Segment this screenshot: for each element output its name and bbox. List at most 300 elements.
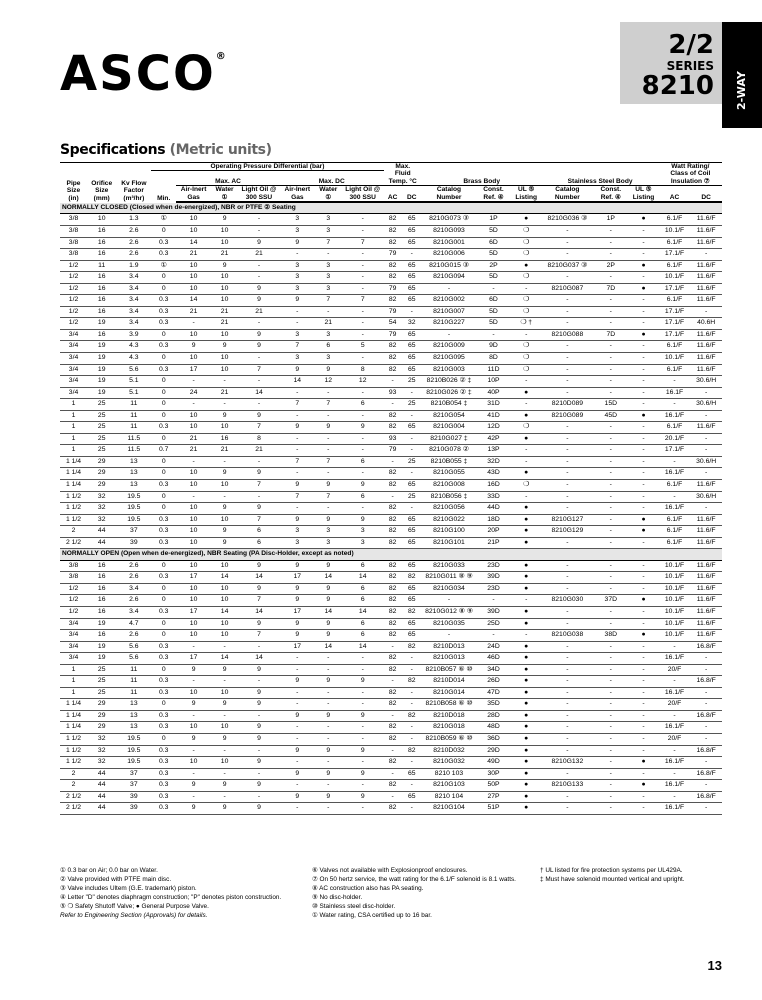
table-cell: 0 xyxy=(151,618,176,630)
table-cell: - xyxy=(541,710,593,722)
table-cell: - xyxy=(511,329,541,341)
table-cell: - xyxy=(659,399,691,411)
table-cell: 0 xyxy=(151,630,176,642)
table-cell: 0 xyxy=(151,329,176,341)
table-cell: 36D xyxy=(476,734,511,746)
table-cell: 9 xyxy=(280,791,315,803)
table-cell: 9 xyxy=(280,480,315,492)
table-cell: 3.4 xyxy=(116,583,151,595)
table-cell: - xyxy=(628,687,658,699)
section-tab xyxy=(722,22,762,128)
table-cell: ● xyxy=(511,803,541,815)
table-cell: - xyxy=(315,387,342,399)
table-cell: 0.3 xyxy=(151,514,176,526)
table-cell: 2.6 xyxy=(116,572,151,584)
table-cell: 6 xyxy=(342,583,384,595)
table-cell: 25 xyxy=(402,376,422,388)
table-cell: - xyxy=(541,491,593,503)
table-cell: 7 xyxy=(315,237,342,249)
table-cell: - xyxy=(690,410,722,422)
table-cell: 65 xyxy=(402,630,422,642)
table-cell: ● xyxy=(511,387,541,399)
table-cell: 8210G001 xyxy=(422,237,476,249)
table-cell: 29 xyxy=(87,468,116,480)
table-row xyxy=(60,768,722,780)
table-cell: 16.8/F xyxy=(690,768,722,780)
table-cell: 82 xyxy=(384,803,402,815)
table-cell: - xyxy=(593,468,628,480)
table-cell: 65 xyxy=(402,341,422,353)
table-row xyxy=(60,710,722,722)
table-cell: 9 xyxy=(280,768,315,780)
table-cell: 2.6 xyxy=(116,225,151,237)
table-cell: 9 xyxy=(238,503,280,515)
table-cell: - xyxy=(342,722,384,734)
table-cell: 16.1/F xyxy=(659,468,691,480)
table-cell: - xyxy=(541,641,593,653)
table-cell: - xyxy=(280,249,315,261)
table-cell: 10 xyxy=(176,618,211,630)
table-cell: 11 xyxy=(116,410,151,422)
table-cell: - xyxy=(402,664,422,676)
table-cell: 17.1/F xyxy=(659,249,691,261)
table-cell: 9 xyxy=(342,422,384,434)
table-cell: 8210G027 ‡ xyxy=(422,433,476,445)
table-cell: 37 xyxy=(116,768,151,780)
table-cell: - xyxy=(315,803,342,815)
table-cell: - xyxy=(315,664,342,676)
table-cell: - xyxy=(628,341,658,353)
table-cell: 3 xyxy=(280,260,315,272)
table-cell: 19 xyxy=(87,341,116,353)
table-cell: - xyxy=(593,745,628,757)
footnote: ⑦ On 50 hertz service, the watt rating for the 6.1/F solenoid is 8.1 watts. xyxy=(312,876,516,884)
table-cell: - xyxy=(690,803,722,815)
table-cell: 8210G133 xyxy=(541,780,593,792)
table-cell: 6 xyxy=(238,526,280,538)
table-cell: 13P xyxy=(476,445,511,457)
table-cell: ● xyxy=(511,468,541,480)
table-cell: 47D xyxy=(476,687,511,699)
table-cell: 3 xyxy=(315,352,342,364)
table-cell: 8210G073 ③ xyxy=(422,214,476,226)
table-cell: 11.5 xyxy=(116,433,151,445)
table-cell: 17 xyxy=(280,607,315,619)
table-cell: - xyxy=(659,456,691,468)
table-cell: 30.6/H xyxy=(690,399,722,411)
table-cell: 8210G008 xyxy=(422,480,476,492)
table-cell: - xyxy=(628,572,658,584)
table-cell: 46D xyxy=(476,653,511,665)
table-row xyxy=(60,225,722,237)
table-cell: 11.6/F xyxy=(690,214,722,226)
table-cell: 16 xyxy=(87,306,116,318)
table-cell: 3 xyxy=(315,329,342,341)
table-cell: 8210G004 xyxy=(422,422,476,434)
header-ss-catalog: Catalog Number xyxy=(541,186,593,202)
table-cell: - xyxy=(176,456,211,468)
table-cell: 20P xyxy=(476,526,511,538)
table-cell: - xyxy=(628,352,658,364)
table-cell: - xyxy=(280,318,315,330)
table-cell: 0 xyxy=(151,734,176,746)
table-cell: 8210G088 xyxy=(541,329,593,341)
table-cell: 49D xyxy=(476,757,511,769)
table-cell: - xyxy=(342,318,384,330)
table-cell: 0 xyxy=(151,433,176,445)
table-cell: 3/4 xyxy=(60,618,87,630)
table-cell: 16.1F xyxy=(659,387,691,399)
table-cell: 0.3 xyxy=(151,757,176,769)
table-cell: 14 xyxy=(315,572,342,584)
table-cell: 8210G037 ③ xyxy=(541,260,593,272)
table-cell: 19 xyxy=(87,653,116,665)
table-cell: - xyxy=(402,445,422,457)
table-row xyxy=(60,306,722,318)
table-cell: 82 xyxy=(384,537,402,549)
header-watt-ac: AC xyxy=(659,186,691,202)
table-cell: - xyxy=(342,734,384,746)
table-cell: - xyxy=(280,757,315,769)
table-cell: 17 xyxy=(280,572,315,584)
table-cell: 82 xyxy=(384,272,402,284)
table-cell: - xyxy=(593,514,628,526)
table-cell: - xyxy=(384,745,402,757)
table-cell: - xyxy=(628,607,658,619)
table-cell: - xyxy=(342,699,384,711)
table-cell: 11D xyxy=(476,364,511,376)
header-orifice-size: Orifice Size (mm) xyxy=(87,163,116,202)
table-cell: - xyxy=(628,803,658,815)
table-cell: - xyxy=(628,456,658,468)
table-cell: 9 xyxy=(280,364,315,376)
table-cell: ● xyxy=(511,757,541,769)
table-cell: - xyxy=(628,583,658,595)
table-cell: - xyxy=(541,618,593,630)
table-row xyxy=(60,780,722,792)
header-water-ac: Water ① xyxy=(211,186,238,202)
table-cell: 8210B058 ⑥ ⑩ xyxy=(422,699,476,711)
table-cell: 82 xyxy=(384,295,402,307)
table-cell: ● xyxy=(511,514,541,526)
table-cell: 3/4 xyxy=(60,653,87,665)
table-cell: 11.6/F xyxy=(690,480,722,492)
table-cell: 10 xyxy=(211,329,238,341)
table-cell: - xyxy=(541,364,593,376)
table-cell: 13 xyxy=(116,480,151,492)
table-row xyxy=(60,318,722,330)
table-cell: 8210G038 xyxy=(541,630,593,642)
table-cell: - xyxy=(176,318,211,330)
table-cell: - xyxy=(342,283,384,295)
table-cell: 6.1/F xyxy=(659,514,691,526)
table-cell: 37 xyxy=(116,526,151,538)
table-cell: 1 xyxy=(60,410,87,422)
table-cell: 21 xyxy=(176,249,211,261)
table-cell: 1/2 xyxy=(60,607,87,619)
table-cell: 9 xyxy=(280,583,315,595)
table-cell: - xyxy=(593,607,628,619)
table-cell: 3/4 xyxy=(60,364,87,376)
table-cell: 65 xyxy=(402,214,422,226)
table-cell: 82 xyxy=(384,503,402,515)
table-cell: 0.3 xyxy=(151,768,176,780)
table-cell: 82 xyxy=(384,583,402,595)
footnote: ⑧ AC construction also has PA seating. xyxy=(312,885,424,893)
table-cell: ❍ xyxy=(511,352,541,364)
table-cell: 8210G093 xyxy=(422,225,476,237)
table-cell: 16.1/F xyxy=(659,803,691,815)
table-cell: 8210G132 xyxy=(541,757,593,769)
header-max-ac: Max. AC xyxy=(176,171,280,186)
table-cell: 3/8 xyxy=(60,560,87,572)
table-cell: 10 xyxy=(176,537,211,549)
table-cell: 10.1/F xyxy=(659,560,691,572)
table-cell: 6.1/F xyxy=(659,480,691,492)
table-cell: 65 xyxy=(402,514,422,526)
table-cell: 3.4 xyxy=(116,272,151,284)
table-cell: 29 xyxy=(87,456,116,468)
table-cell: - xyxy=(659,768,691,780)
table-cell: 8210G012 ⑧ ⑨ xyxy=(422,607,476,619)
table-cell: 17.1/F xyxy=(659,445,691,457)
table-cell: 82 xyxy=(384,526,402,538)
header-ss-ul: UL ⑤ Listing xyxy=(628,186,658,202)
table-cell: 14 xyxy=(211,653,238,665)
table-cell: - xyxy=(628,537,658,549)
table-cell: - xyxy=(280,468,315,480)
table-cell: 0 xyxy=(151,491,176,503)
table-cell: - xyxy=(541,503,593,515)
table-cell: ① xyxy=(151,214,176,226)
table-cell: ● xyxy=(511,791,541,803)
table-cell: 14 xyxy=(342,607,384,619)
table-cell: 10 xyxy=(211,272,238,284)
table-cell: - xyxy=(238,491,280,503)
table-cell: 11 xyxy=(116,664,151,676)
table-cell: 14 xyxy=(280,376,315,388)
table-cell: - xyxy=(593,387,628,399)
table-cell: - xyxy=(280,699,315,711)
table-cell: 14 xyxy=(238,387,280,399)
table-cell: - xyxy=(593,641,628,653)
table-cell: 2.6 xyxy=(116,560,151,572)
table-cell: - xyxy=(176,641,211,653)
table-cell: 0.3 xyxy=(151,676,176,688)
table-cell: 0.3 xyxy=(151,607,176,619)
table-cell: ❍ xyxy=(511,295,541,307)
series-number: 8210 xyxy=(641,71,714,101)
table-cell: 21 xyxy=(211,306,238,318)
table-cell: - xyxy=(238,318,280,330)
table-cell: 39D xyxy=(476,572,511,584)
table-cell: 65 xyxy=(402,272,422,284)
table-cell: - xyxy=(593,687,628,699)
table-cell: 9 xyxy=(280,295,315,307)
table-cell: 10.1/F xyxy=(659,583,691,595)
table-row xyxy=(60,722,722,734)
table-cell: 0.3 xyxy=(151,237,176,249)
table-cell: 3 xyxy=(280,272,315,284)
table-cell: 82 xyxy=(384,699,402,711)
table-cell: - xyxy=(402,687,422,699)
table-cell: - xyxy=(384,456,402,468)
table-cell: 1/2 xyxy=(60,295,87,307)
table-cell: 26D xyxy=(476,676,511,688)
section-title: NORMALLY OPEN (Open when de-energized), NBR Seating (PA Disc-Holder, except as noted) xyxy=(60,549,722,561)
table-row xyxy=(60,641,722,653)
table-cell: - xyxy=(176,399,211,411)
table-cell: - xyxy=(511,445,541,457)
table-cell: 1/2 xyxy=(60,583,87,595)
table-cell: - xyxy=(238,791,280,803)
registered-mark: ® xyxy=(215,51,226,62)
table-cell: 11 xyxy=(116,687,151,699)
header-watt-dc: DC xyxy=(690,186,722,202)
table-cell: - xyxy=(628,433,658,445)
table-cell: 11 xyxy=(87,260,116,272)
table-cell: 25 xyxy=(402,399,422,411)
table-cell: 9 xyxy=(342,745,384,757)
table-cell: ● xyxy=(511,433,541,445)
table-cell: 13 xyxy=(116,699,151,711)
table-cell: 12D xyxy=(476,422,511,434)
table-cell: - xyxy=(384,399,402,411)
table-row xyxy=(60,456,722,468)
table-cell: 8210B054 ‡ xyxy=(422,399,476,411)
table-cell: 9 xyxy=(280,630,315,642)
table-cell: 13 xyxy=(116,710,151,722)
table-row xyxy=(60,249,722,261)
table-cell: 9 xyxy=(280,745,315,757)
table-cell: 17.1/F xyxy=(659,283,691,295)
table-cell: 29 xyxy=(87,480,116,492)
table-cell: - xyxy=(176,676,211,688)
table-cell: - xyxy=(402,780,422,792)
table-cell: ● xyxy=(628,526,658,538)
table-cell: - xyxy=(541,376,593,388)
table-cell: 8210G032 xyxy=(422,757,476,769)
table-cell: - xyxy=(593,780,628,792)
table-cell: 82 xyxy=(384,734,402,746)
table-row xyxy=(60,214,722,226)
table-cell: 31D xyxy=(476,399,511,411)
table-cell: - xyxy=(541,225,593,237)
table-cell: - xyxy=(511,595,541,607)
table-cell: - xyxy=(628,295,658,307)
table-cell: - xyxy=(211,376,238,388)
table-cell: 11.6/F xyxy=(690,272,722,284)
header-fluid-temp: Max. Fluid Temp. °C xyxy=(384,163,422,186)
table-cell: 19.5 xyxy=(116,734,151,746)
table-cell: - xyxy=(315,653,342,665)
table-cell: - xyxy=(593,376,628,388)
table-cell: 3 xyxy=(315,260,342,272)
table-cell: - xyxy=(541,433,593,445)
table-cell: 9 xyxy=(280,237,315,249)
table-cell: ① xyxy=(151,260,176,272)
table-cell: 10 xyxy=(211,618,238,630)
table-cell: - xyxy=(384,491,402,503)
table-cell: - xyxy=(593,734,628,746)
table-cell: - xyxy=(593,445,628,457)
table-cell: 8210B056 ‡ xyxy=(422,491,476,503)
table-cell: 0.7 xyxy=(151,445,176,457)
table-cell: - xyxy=(176,491,211,503)
table-cell: 16 xyxy=(87,572,116,584)
table-cell: 9 xyxy=(238,734,280,746)
table-cell: 44D xyxy=(476,503,511,515)
table-cell: 2.6 xyxy=(116,630,151,642)
table-row xyxy=(60,376,722,388)
table-cell: - xyxy=(211,768,238,780)
table-cell: 19.5 xyxy=(116,757,151,769)
table-cell: - xyxy=(628,641,658,653)
table-cell: 1 1/2 xyxy=(60,503,87,515)
table-cell: ● xyxy=(628,329,658,341)
table-cell: 65 xyxy=(402,283,422,295)
table-cell: 1 xyxy=(60,664,87,676)
table-cell: ● xyxy=(511,618,541,630)
table-cell: - xyxy=(593,318,628,330)
table-cell: ❍ xyxy=(511,306,541,318)
table-cell: - xyxy=(593,422,628,434)
table-cell: 10 xyxy=(176,283,211,295)
table-cell: 9 xyxy=(315,676,342,688)
table-cell: 82 xyxy=(384,653,402,665)
table-cell: 0.3 xyxy=(151,791,176,803)
table-cell: - xyxy=(541,237,593,249)
table-row xyxy=(60,745,722,757)
table-cell: - xyxy=(628,272,658,284)
table-cell: 3/4 xyxy=(60,376,87,388)
table-cell: - xyxy=(541,352,593,364)
table-cell: - xyxy=(280,803,315,815)
header-brass-ul: UL ⑤ Listing xyxy=(511,186,541,202)
table-cell: 10 xyxy=(211,630,238,642)
table-cell: 1/2 xyxy=(60,272,87,284)
table-row xyxy=(60,468,722,480)
table-cell: 11 xyxy=(116,422,151,434)
table-row xyxy=(60,734,722,746)
table-cell: 10 xyxy=(211,225,238,237)
table-row xyxy=(60,630,722,642)
table-cell: 9 xyxy=(176,734,211,746)
header-oil-dc: Light Oil @ 300 SSU xyxy=(342,186,384,202)
table-cell: - xyxy=(541,422,593,434)
table-cell: - xyxy=(315,445,342,457)
table-cell: 19 xyxy=(87,352,116,364)
footnote: ⑥ Valves not available with Explosionproof enclosures. xyxy=(312,867,468,874)
table-cell: 32 xyxy=(87,503,116,515)
table-cell: 82 xyxy=(402,607,422,619)
table-cell: 32 xyxy=(87,734,116,746)
table-cell: - xyxy=(238,456,280,468)
table-cell: 9 xyxy=(238,560,280,572)
table-cell: 21 xyxy=(211,445,238,457)
table-cell: 82 xyxy=(384,572,402,584)
table-cell: - xyxy=(315,249,342,261)
table-cell: 11.6/F xyxy=(690,352,722,364)
table-cell: - xyxy=(238,745,280,757)
table-cell: 21 xyxy=(211,387,238,399)
table-cell: 3/4 xyxy=(60,641,87,653)
table-cell: 10 xyxy=(176,757,211,769)
table-cell: 65 xyxy=(402,791,422,803)
table-cell: - xyxy=(342,225,384,237)
table-cell: - xyxy=(342,352,384,364)
table-cell: 20/F xyxy=(659,699,691,711)
